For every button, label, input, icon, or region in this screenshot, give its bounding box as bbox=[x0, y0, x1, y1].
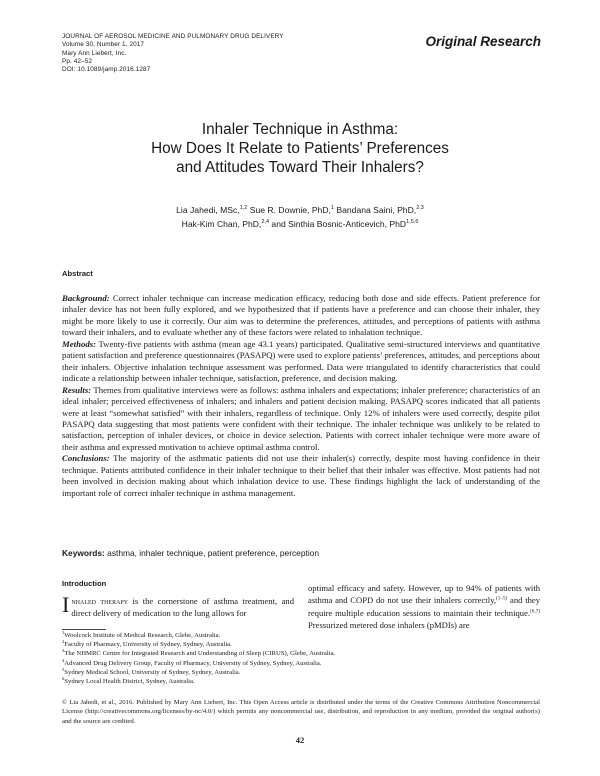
journal-doi: DOI: 10.1089/jamp.2016.1287 bbox=[62, 66, 151, 74]
abstract-section-text: Twenty-five patients with asthma (mean age 43.1 years) participated. Qualitative semi-structured interviews and quantitative patient satisfaction and preference questionnaires (PASAPQ) were used to explore patients’ preferences, attitudes, and perceptions about their inhalers. Objective inhalation technique assessment was performed. Data were triangulated to identify characteristics that could indicate a relationship between inhaler technique, satisfaction, preference, and decision making. bbox=[62, 338, 540, 384]
abstract-results bbox=[62, 385, 540, 454]
author-line-1 bbox=[60, 203, 540, 217]
abstract-conclusions bbox=[62, 453, 540, 499]
abstract-section-text: Correct inhaler technique can increase medication efficacy, reducing both dose and side effects. Patient preference for inhaler device has not been fully explored, and we hypothesized that if patients have a preference and can choose their inhaler, they might be more likely to use it correctly. Our aim was to determine the preferences, attitudes, and perceptions of patients with asthma toward their inhalers, and to evaluate whether any of these factors were related to inhalation technique. bbox=[62, 293, 541, 338]
affiliation-number: 2 bbox=[62, 639, 65, 645]
page-number: 42 bbox=[295, 735, 305, 745]
introduction-right-column bbox=[308, 582, 540, 632]
affiliation-text: Woolcock Institute of Medical Research, Glebe, Australia. bbox=[64, 632, 221, 639]
author-name: Bandana Saini, PhD, bbox=[336, 205, 417, 215]
citation-ref: (6,7) bbox=[530, 608, 540, 615]
journal-name: JOURNAL OF AEROSOL MEDICINE AND PULMONARY DRUG DELIVERY bbox=[62, 33, 284, 40]
affiliation-text: Sydney Medical School, University of Sydney, Sydney, Australia. bbox=[64, 668, 241, 676]
abstract-methods bbox=[62, 339, 540, 385]
abstract-body bbox=[62, 293, 540, 499]
journal-volume: Volume 30, Number 1, 2017 bbox=[62, 41, 145, 49]
abstract-section-label: Results: bbox=[62, 384, 92, 395]
intro-text-right-2: and they require multiple education sessions to maintain their technique. bbox=[308, 595, 540, 618]
author-list bbox=[60, 203, 540, 231]
abstract-section-text: The majority of the asthmatic patients did not use their inhaler(s) correctly, despite most having confidence in their technique. Patients attributed confidence in their inhaler technique to their belief that their inhaler was effective. Most patients had not been involved in decision making about which inhalation device to use. These findings highlight the lack of understanding of the important role of correct inhaler technique in asthma management. bbox=[62, 453, 541, 498]
author-affiliation-ref: 1 bbox=[330, 205, 334, 211]
intro-text-right-1: optimal efficacy and safety. However, up to 94% of patients with asthma and COPD do not use their inhalers correctly, bbox=[308, 583, 540, 606]
abstract-background bbox=[62, 293, 540, 339]
keywords-label: Keywords: bbox=[62, 548, 105, 558]
keywords-text: asthma, inhaler technique, patient preference, perception bbox=[107, 548, 319, 558]
affiliation-number: 1 bbox=[62, 630, 65, 635]
author-line-2 bbox=[60, 217, 540, 231]
abstract-section-label: Conclusions: bbox=[62, 453, 110, 464]
abstract-section-label: Methods: bbox=[62, 338, 97, 349]
journal-pages: Pp. 42–52 bbox=[62, 57, 93, 65]
author-name: Hak-Kim Chan, PhD, bbox=[181, 219, 262, 229]
abstract-section-label: Background: bbox=[62, 293, 110, 303]
author-name: and Sinthia Bosnic-Anticevich, PhD bbox=[271, 219, 407, 229]
title-line-1: Inhaler Technique in Asthma: bbox=[201, 121, 399, 138]
title-line-2: How Does It Relate to Patients’ Preferences bbox=[151, 140, 449, 157]
footnote-rule bbox=[62, 629, 106, 630]
author-name: Lia Jahedi, MSc, bbox=[176, 205, 240, 215]
affiliation-text: The NHMRC Centre for Integrated Research and Understanding of Sleep (CIRUS), Glebe, Australia. bbox=[64, 650, 336, 658]
introduction-heading: Introduction bbox=[62, 579, 107, 588]
affiliation-number: 6 bbox=[62, 676, 65, 682]
author-affiliation-ref: 1,5,6 bbox=[406, 219, 419, 225]
citation-ref: (1–5) bbox=[495, 595, 508, 602]
article-title bbox=[60, 120, 540, 177]
introduction-left-column bbox=[62, 592, 294, 620]
affiliation-number: 4 bbox=[62, 657, 65, 663]
abstract-heading: Abstract bbox=[62, 269, 93, 278]
drop-cap: I bbox=[62, 592, 70, 617]
intro-text-right-3: Pressurized metered dose inhalers (pMDIs) are bbox=[308, 620, 470, 631]
author-affiliation-ref: 2,3 bbox=[416, 205, 424, 211]
affiliation-item bbox=[62, 640, 335, 649]
abstract-section-text: Themes from qualitative interviews were as follows: asthma inhalers and expectations; inhaler preference; characteristics of an ideal inhaler; perceived effectiveness of inhalers; and inhalers and patient decision making. PASAPQ scores indicated that all patients were at least “somewhat satisfied” with their inhalers, regardless of technique. Only 12% of inhalers were used correctly, despite pilot PASAPQ data suggesting that most patients were confident with their technique. The inhaler technique was unlikely to be related to satisfaction, perception of inhaler devices, or choice in device selection. Patients with correct inhaler technique were more aware of their asthma and expressed motivation to achieve optimal asthma control. bbox=[62, 384, 541, 452]
journal-header bbox=[62, 33, 284, 74]
affiliation-item bbox=[62, 677, 335, 686]
title-line-3: and Attitudes Toward Their Inhalers? bbox=[176, 159, 424, 176]
affiliation-text: Faculty of Pharmacy, University of Sydney, Sydney, Australia. bbox=[64, 641, 232, 649]
journal-publisher: Mary Ann Liebert, Inc. bbox=[62, 49, 127, 57]
keywords bbox=[62, 548, 319, 558]
affiliation-item bbox=[62, 659, 335, 668]
affiliation-number: 3 bbox=[62, 648, 65, 654]
affiliation-item bbox=[62, 631, 335, 640]
affiliation-text: Advanced Drug Delivery Group, Faculty of Pharmacy, University of Sydney, Sydney, Australia. bbox=[64, 659, 322, 667]
section-label: Original Research bbox=[425, 34, 541, 49]
license-notice: © Lia Jahedi, et al., 2016. Published by Mary Ann Liebert, Inc. This Open Access article is distributed under the terms of the Creative Commons Attribution Noncommercial License (http://creativecommons.org/licenses/by-nc/4.0/) which permits any noncommercial use, distribution, and reproduction in any medium, provided the original author(s) and the source are credited. bbox=[62, 699, 540, 725]
author-affiliation-ref: 2,4 bbox=[261, 219, 270, 225]
author-affiliation-ref: 1,2 bbox=[239, 205, 248, 211]
author-name: Sue R. Downie, PhD, bbox=[249, 205, 331, 215]
intro-lead-in: nhaled therapy bbox=[71, 596, 129, 606]
affiliation-text: Sydney Local Health District, Sydney, Australia. bbox=[64, 678, 195, 686]
affiliations bbox=[62, 631, 335, 686]
affiliation-number: 5 bbox=[62, 666, 65, 672]
intro-text-left: is the cornerstone of asthma treatment, and direct delivery of medication to the lung allows for bbox=[71, 596, 294, 619]
affiliation-item bbox=[62, 649, 335, 658]
affiliation-item bbox=[62, 668, 335, 677]
